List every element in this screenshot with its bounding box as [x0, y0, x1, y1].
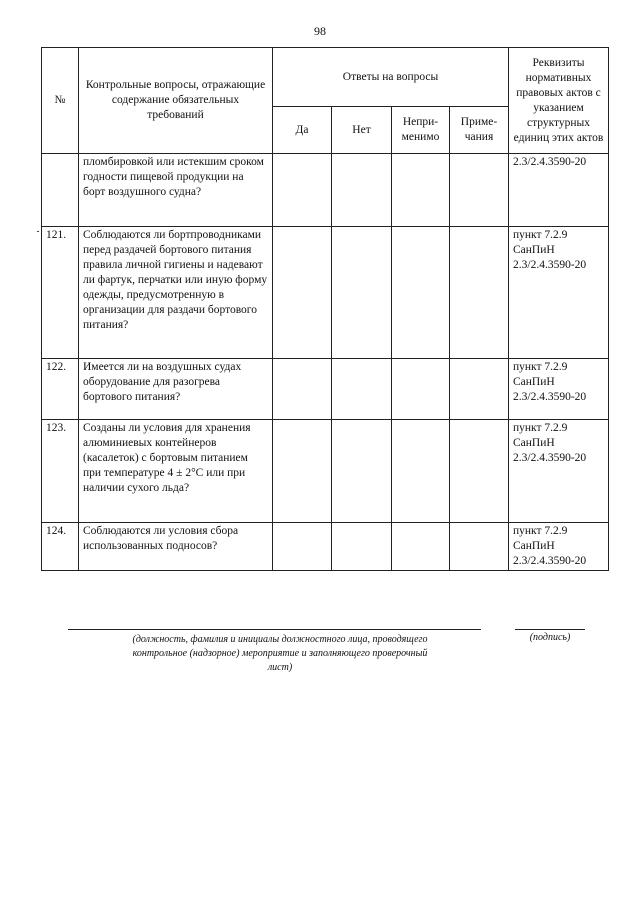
table-row	[42, 523, 609, 571]
header-not-applicable: Непри-менимо	[392, 107, 450, 154]
answer-notes-cell[interactable]	[450, 523, 509, 571]
row-requisites: 2.3/2.4.3590-20	[509, 154, 609, 227]
answer-not-applicable-cell[interactable]	[392, 359, 450, 420]
signature-caption: (подпись)	[529, 632, 571, 643]
header-question: Контрольные вопросы, отражающие содержание обязательных требований	[79, 48, 273, 154]
answer-not-applicable-cell[interactable]	[392, 227, 450, 359]
answer-yes-cell[interactable]	[273, 523, 332, 571]
row-requisites: пункт 7.2.9 СанПиН 2.3/2.4.3590-20	[509, 359, 609, 420]
answer-not-applicable-cell[interactable]	[392, 154, 450, 227]
signature-line[interactable]	[515, 629, 585, 630]
answer-yes-cell[interactable]	[273, 227, 332, 359]
row-number: 122.	[42, 359, 79, 420]
official-name-line[interactable]	[68, 629, 481, 630]
row-requisites: пункт 7.2.9 СанПиН 2.3/2.4.3590-20	[509, 420, 609, 523]
answer-notes-cell[interactable]	[450, 154, 509, 227]
row-number: 121.	[42, 227, 79, 359]
table-row	[42, 154, 609, 227]
checklist-table	[41, 47, 609, 571]
row-requisites: пункт 7.2.9 СанПиН 2.3/2.4.3590-20	[509, 523, 609, 571]
page-number: 98	[314, 24, 326, 38]
answer-no-cell[interactable]	[332, 154, 392, 227]
header-answers: Ответы на вопросы	[273, 48, 509, 107]
row-question: Соблюдаются ли условия сбора использованных подносов?	[79, 523, 273, 571]
row-number: 124.	[42, 523, 79, 571]
answer-notes-cell[interactable]	[450, 227, 509, 359]
row-requisites: пункт 7.2.9 СанПиН 2.3/2.4.3590-20	[509, 227, 609, 359]
answer-not-applicable-cell[interactable]	[392, 420, 450, 523]
answer-no-cell[interactable]	[332, 420, 392, 523]
header-no: Нет	[332, 107, 392, 154]
header-notes: Приме-чания	[450, 107, 509, 154]
answer-yes-cell[interactable]	[273, 359, 332, 420]
answer-no-cell[interactable]	[332, 359, 392, 420]
row-question: Имеется ли на воздушных судах оборудование для разогрева бортового питания?	[79, 359, 273, 420]
answer-yes-cell[interactable]	[273, 154, 332, 227]
answer-not-applicable-cell[interactable]	[392, 523, 450, 571]
header-number: №	[42, 48, 79, 154]
answer-notes-cell[interactable]	[450, 420, 509, 523]
row-question: пломбировкой или истекшим сроком годности пищевой продукции на борт воздушного судна?	[79, 154, 273, 227]
header-requisites: Реквизиты нормативных правовых актов с указанием структурных единиц этих актов	[509, 48, 609, 154]
row-number	[42, 154, 79, 227]
margin-mark	[37, 231, 39, 232]
official-name-caption: (должность, фамилия и инициалы должностного лица, проводящего контрольное (надзорное) мероприятие и заполняющего проверочный лист)	[132, 634, 428, 673]
table-row	[42, 420, 609, 523]
answer-yes-cell[interactable]	[273, 420, 332, 523]
row-number: 123.	[42, 420, 79, 523]
table-row	[42, 227, 609, 359]
row-question: Созданы ли условия для хранения алюминиевых контейнеров (касалеток) с бортовым питанием при температуре 4 ± 2°С или при наличии сухого льда?	[79, 420, 273, 523]
header-yes: Да	[273, 107, 332, 154]
answer-no-cell[interactable]	[332, 227, 392, 359]
answer-no-cell[interactable]	[332, 523, 392, 571]
table-row	[42, 359, 609, 420]
row-question: Соблюдаются ли бортпроводниками перед раздачей бортового питания правила личной гигиены и надевают ли фартук, перчатки или иную форму одежды, предусмотренную в организации для раздачи бортового питания?	[79, 227, 273, 359]
answer-notes-cell[interactable]	[450, 359, 509, 420]
